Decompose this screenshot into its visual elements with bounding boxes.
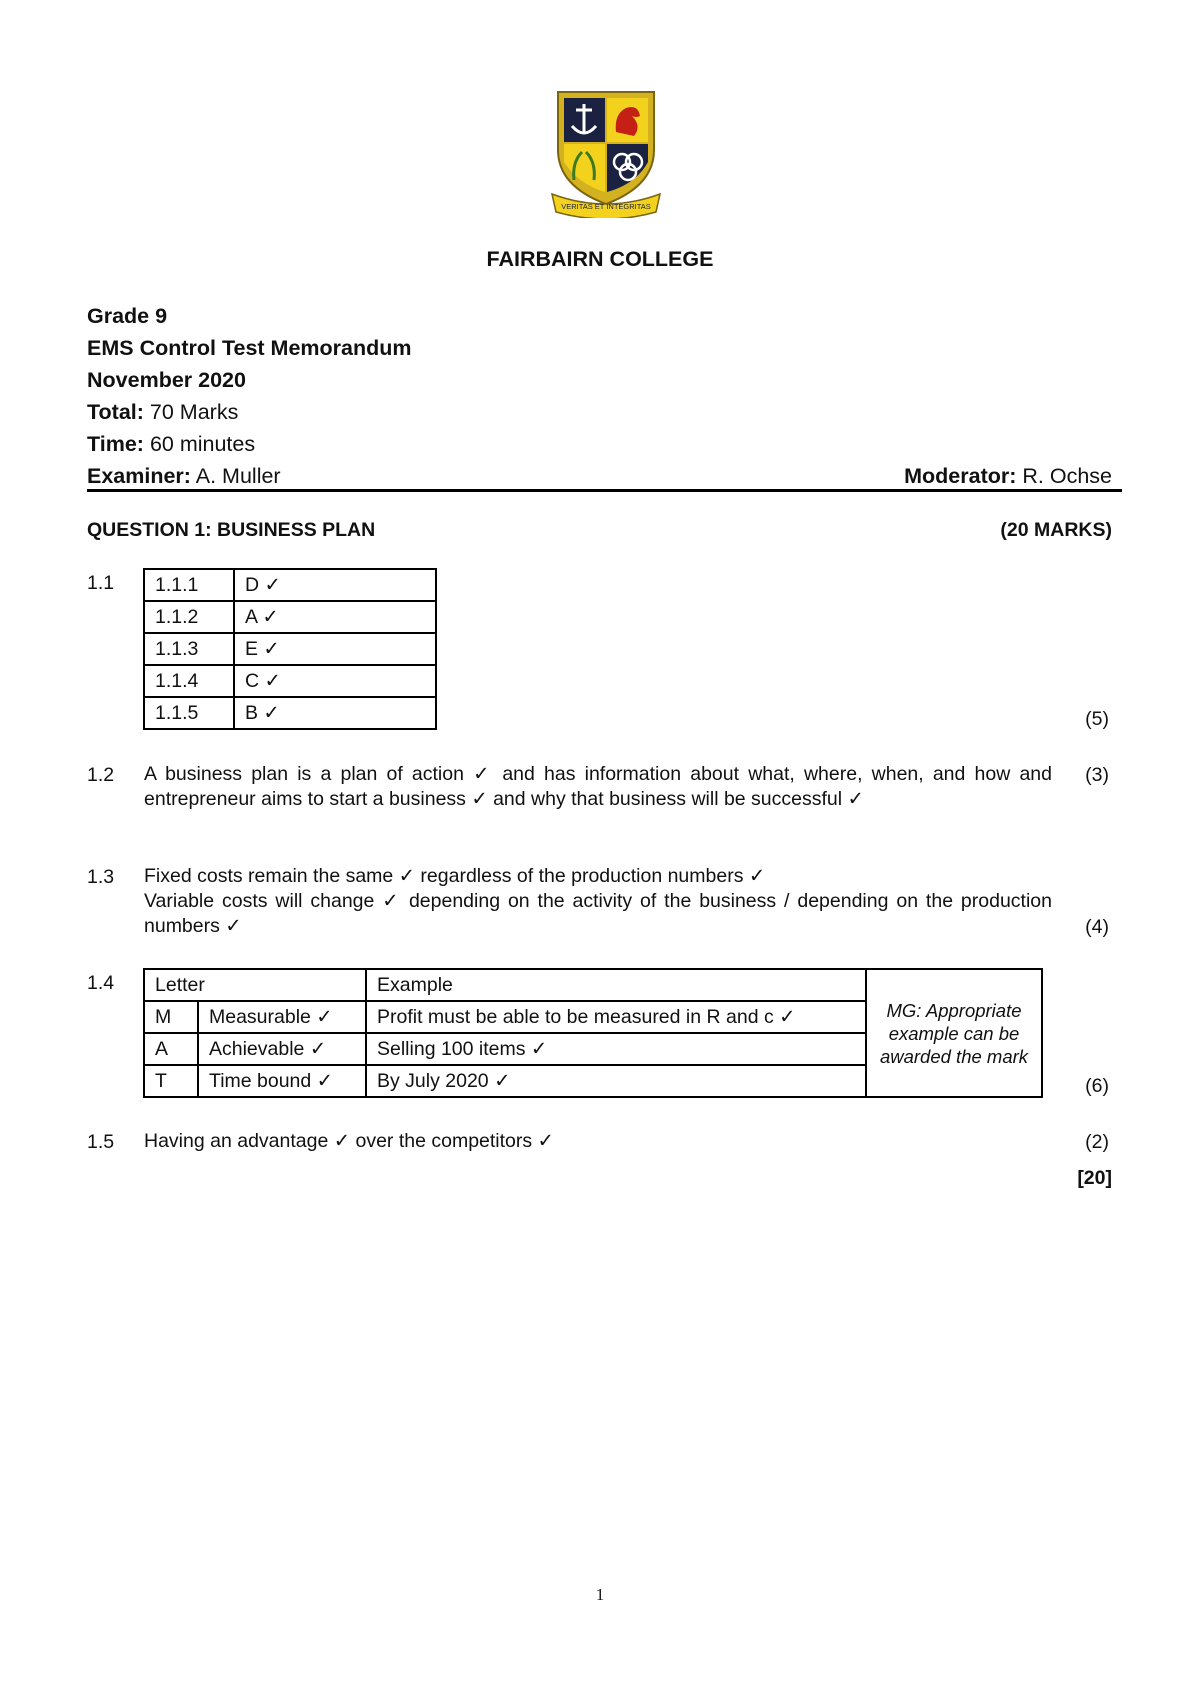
question-marks: (20 MARKS) [1000, 519, 1112, 541]
table-row: 1.1.5 B ✓ [144, 697, 436, 729]
test-title: EMS Control Test Memorandum [87, 336, 412, 360]
crest-motto: VERITAS ET INTEGRITAS [561, 202, 651, 211]
q1-3-line1: Fixed costs remain the same ✓ regardless of the production numbers ✓ [144, 865, 766, 887]
table-header-row: Letter Example MG: Appropriate example can be awarded the mark [144, 969, 1042, 1001]
moderator-line: Moderator: R. Ochse [904, 464, 1112, 488]
grade-line: Grade 9 [87, 304, 168, 328]
q1-4-number: 1.4 [87, 972, 115, 994]
q1-3-line2: Variable costs will change ✓ depending on the activity of the business / depending on the production numbers ✓ [144, 890, 1052, 937]
q1-5-answer: Having an advantage ✓ over the competitors ✓ [144, 1130, 554, 1152]
q1-3-number: 1.3 [87, 866, 115, 888]
q1-5-number: 1.5 [87, 1131, 115, 1153]
q1-1-mark: (5) [1085, 708, 1109, 730]
header-divider [87, 489, 1122, 492]
test-date: November 2020 [87, 368, 246, 392]
table-row: A Achievable ✓ Selling 100 items ✓ [144, 1033, 1042, 1065]
school-name: FAIRBAIRN COLLEGE [486, 247, 714, 271]
q1-2-answer: A business plan is a plan of action ✓ and has information about what, where, when, and how and entrepreneur aims to start a business ✓ and why that business will be successful ✓ [144, 763, 1052, 810]
q1-4-smart-table [143, 968, 1043, 1098]
q1-3-mark: (4) [1085, 916, 1109, 938]
q1-1-answer-table [143, 568, 437, 730]
table-row: T Time bound ✓ By July 2020 ✓ [144, 1065, 1042, 1097]
question-title: QUESTION 1: BUSINESS PLAN [87, 519, 376, 541]
marking-guideline-note: MG: Appropriate example can be awarded the mark [866, 969, 1042, 1097]
q1-4-mark: (6) [1085, 1075, 1109, 1097]
table-row: 1.1.2 A ✓ [144, 601, 436, 633]
total-line: Total: 70 Marks [87, 400, 239, 424]
q1-1-number: 1.1 [87, 572, 115, 594]
time-line: Time: 60 minutes [87, 432, 256, 456]
q1-2-mark: (3) [1085, 764, 1109, 786]
table-row: 1.1.1 D ✓ [144, 569, 436, 601]
page-number: 1 [595, 1585, 605, 1604]
question-total: [20] [1077, 1167, 1112, 1189]
table-row: 1.1.4 C ✓ [144, 665, 436, 697]
q1-2-number: 1.2 [87, 764, 115, 786]
table-row: 1.1.3 E ✓ [144, 633, 436, 665]
q1-5-mark: (2) [1085, 1131, 1109, 1153]
examiner-line: Examiner: A. Muller [87, 464, 281, 488]
table-row: M Measurable ✓ Profit must be able to be measured in R and c ✓ [144, 1001, 1042, 1033]
school-crest [548, 88, 664, 218]
crest-shield-icon [548, 88, 664, 218]
